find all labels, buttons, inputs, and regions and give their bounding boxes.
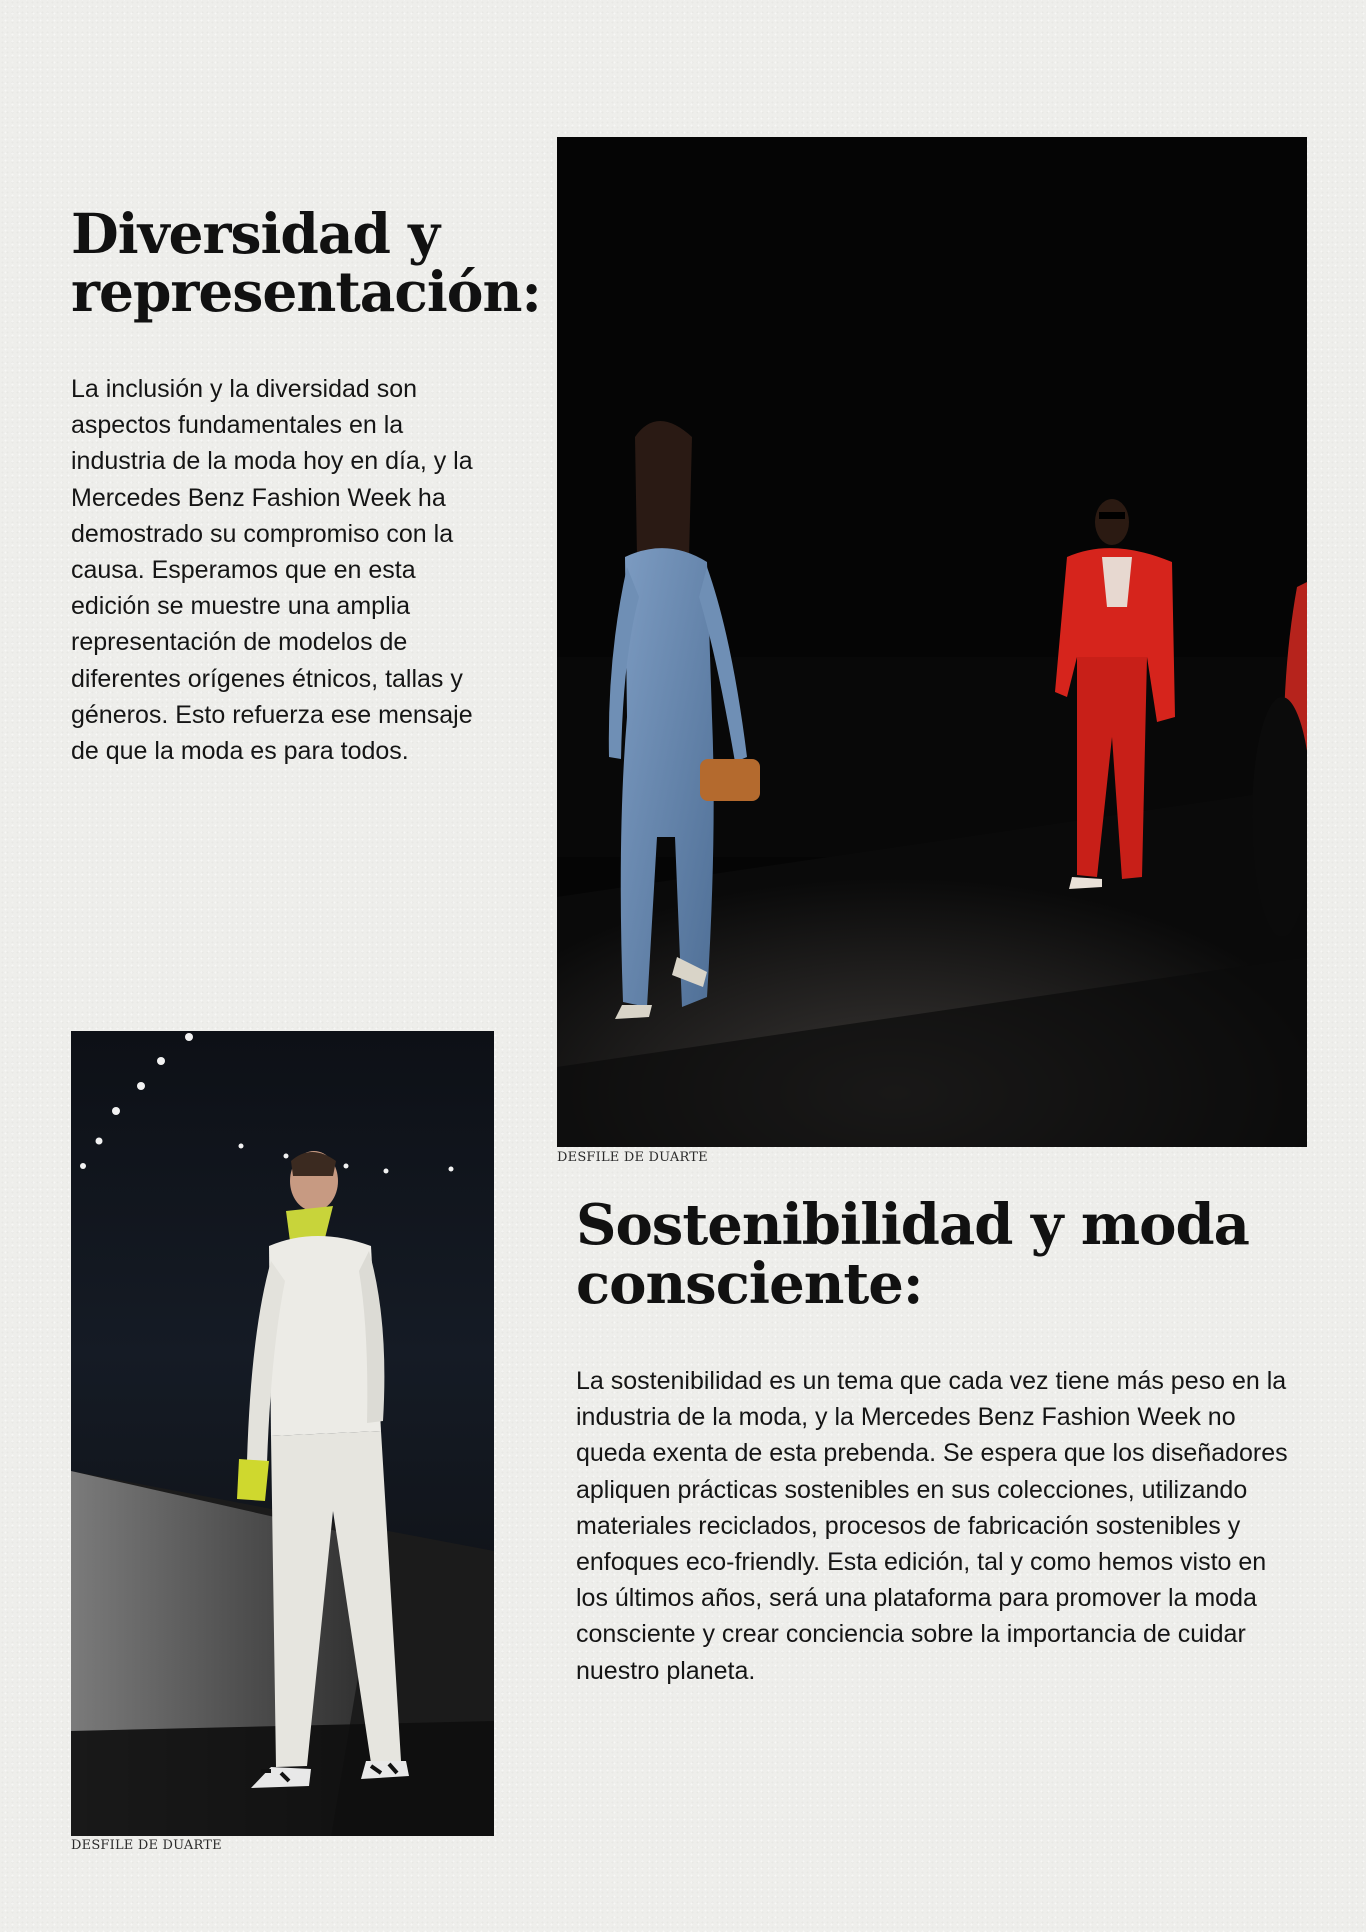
sustainability-heading: [576, 1192, 1296, 1317]
diversity-heading-line1: Diversidad y: [71, 201, 440, 266]
diversity-paragraph: La inclusión y la diversidad son aspectos fundamentales en la industria de la moda hoy en día, y la Mercedes Benz Fashion Week ha demostrado su compromiso con la causa. Esperamos que en esta edición se muestre una amplia representación de modelos de diferentes orígenes étnicos, tallas y géneros. Esto refuerza ese mensaje de que la moda es para todos.: [71, 375, 473, 766]
sustainability-heading-line2: consciente:: [576, 1251, 923, 1317]
diversity-heading-line2: representación:: [71, 259, 541, 324]
sustainability-heading-line1: Sostenibilidad y moda: [576, 1192, 1249, 1258]
sustainability-paragraph: La sostenibilidad es un tema que cada vez tiene más peso en la industria de la moda, y la Mercedes Benz Fashion Week no queda exenta de esta prebenda. Se espera que los diseñadores apliquen prácticas sostenibles en sus colecciones, utilizando materiales reciclados, procesos de fabricación sostenibles y enfoques eco-friendly. Esta edición, tal y como hemos visto en los últimos años, será una plataforma para promover la moda consciente y crear conciencia sobre la importancia de cuidar nuestro planeta.: [576, 1367, 1288, 1685]
runway-photo: [557, 137, 1307, 1147]
runway-photo-caption: DESFILE DE DUARTE: [557, 1150, 708, 1165]
model-photo-caption: DESFILE DE DUARTE: [71, 1838, 222, 1853]
model-photo: [71, 1031, 494, 1836]
model-photo-illustration: [71, 1031, 494, 1836]
runway-photo-illustration: [557, 137, 1307, 1147]
diversity-heading: [71, 201, 541, 324]
